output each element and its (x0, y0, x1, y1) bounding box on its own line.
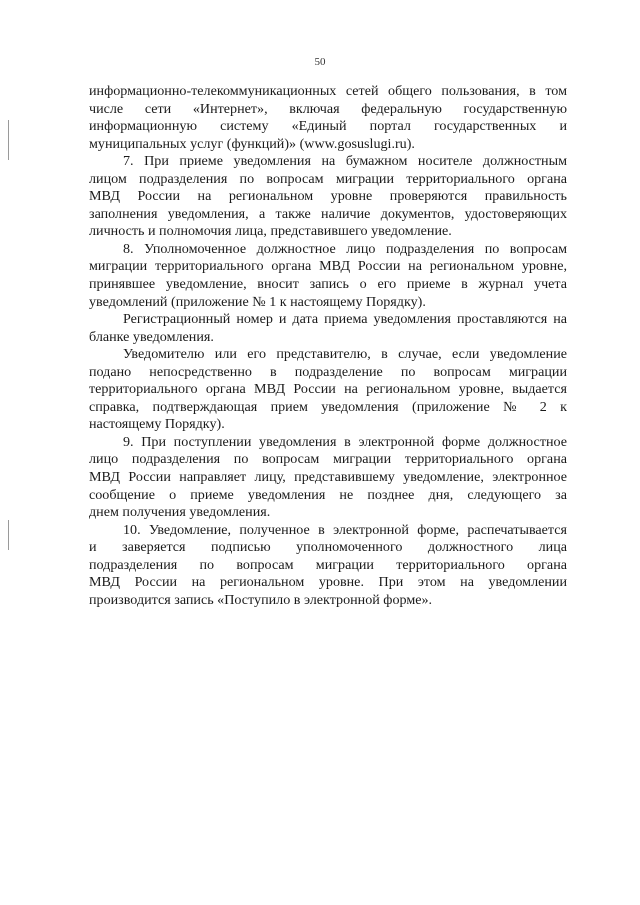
text-line: МВД России на региональном уровне. При этом на уведомлении (89, 574, 567, 591)
text-line: муниципальных услуг (функций)» (www.gosuslugi.ru). (89, 135, 415, 152)
text-line: 7. При приеме уведомления на бумажном носителе должностным (123, 153, 567, 170)
page-number: 50 (314, 56, 326, 68)
paragraph (89, 434, 567, 522)
text-line: принявшее уведомление, вносит запись о его приеме в журнал учета (89, 276, 567, 293)
text-line: лицом подразделения по вопросам миграции территориального органа (89, 170, 567, 187)
text-line: числе сети «Интернет», включая федеральную государственную (89, 100, 567, 117)
paragraph (89, 83, 567, 153)
text-line: настоящему Порядку). (89, 416, 225, 433)
scan-edge-mark (8, 520, 9, 550)
paragraph (89, 153, 567, 241)
text-line: сообщение о приеме уведомления не позднее дня, следующего за (89, 486, 567, 503)
text-line: личность и полномочия лица, представившего уведомление. (89, 223, 452, 240)
text-line: производится запись «Поступило в электронной форме». (89, 591, 433, 608)
paragraph (89, 522, 567, 610)
paragraph (89, 311, 567, 346)
text-line: миграции территориального органа МВД России на региональном уровне, (89, 258, 567, 275)
text-line: 10. Уведомление, полученное в электронной форме, распечатывается (123, 521, 567, 538)
text-line: днем получения уведомления. (89, 504, 271, 521)
text-line: подразделения по вопросам миграции территориального органа (89, 556, 567, 573)
text-line: территориального органа МВД России на региональном уровне, выдается (89, 381, 567, 398)
scan-edge-mark (8, 120, 9, 160)
text-line: уведомлений (приложение № 1 к настоящему Порядку). (89, 293, 426, 310)
text-line: Уведомителю или его представителю, в случае, если уведомление (123, 346, 567, 363)
text-line: и заверяется подписью уполномоченного должностного лица (89, 539, 567, 556)
text-line: МВД России на региональном уровне проверяются правильность (89, 188, 567, 205)
text-line: 8. Уполномоченное должностное лицо подразделения по вопросам (123, 240, 567, 257)
text-line: заполнения уведомления, а также наличие документов, удостоверяющих (89, 205, 567, 222)
text-line: справка, подтверждающая прием уведомления (приложение № 2 к (89, 398, 567, 415)
text-line: информационно-телекоммуникационных сетей общего пользования, в том (89, 83, 567, 99)
text-line: 9. При поступлении уведомления в электронной форме должностное (123, 433, 567, 450)
text-line: Регистрационный номер и дата приема уведомления проставляются на (123, 311, 567, 328)
text-line: подано непосредственно в подразделение по вопросам миграции (89, 363, 567, 380)
text-line: лицо подразделения по вопросам миграции территориального органа (89, 451, 567, 468)
paragraph (89, 241, 567, 311)
text-line: бланке уведомления. (89, 328, 214, 345)
document-body (89, 83, 567, 609)
text-line: МВД России направляет лицу, представившему уведомление, электронное (89, 469, 567, 486)
text-line: информационную систему «Единый портал государственных и (89, 118, 567, 135)
paragraph (89, 346, 567, 434)
